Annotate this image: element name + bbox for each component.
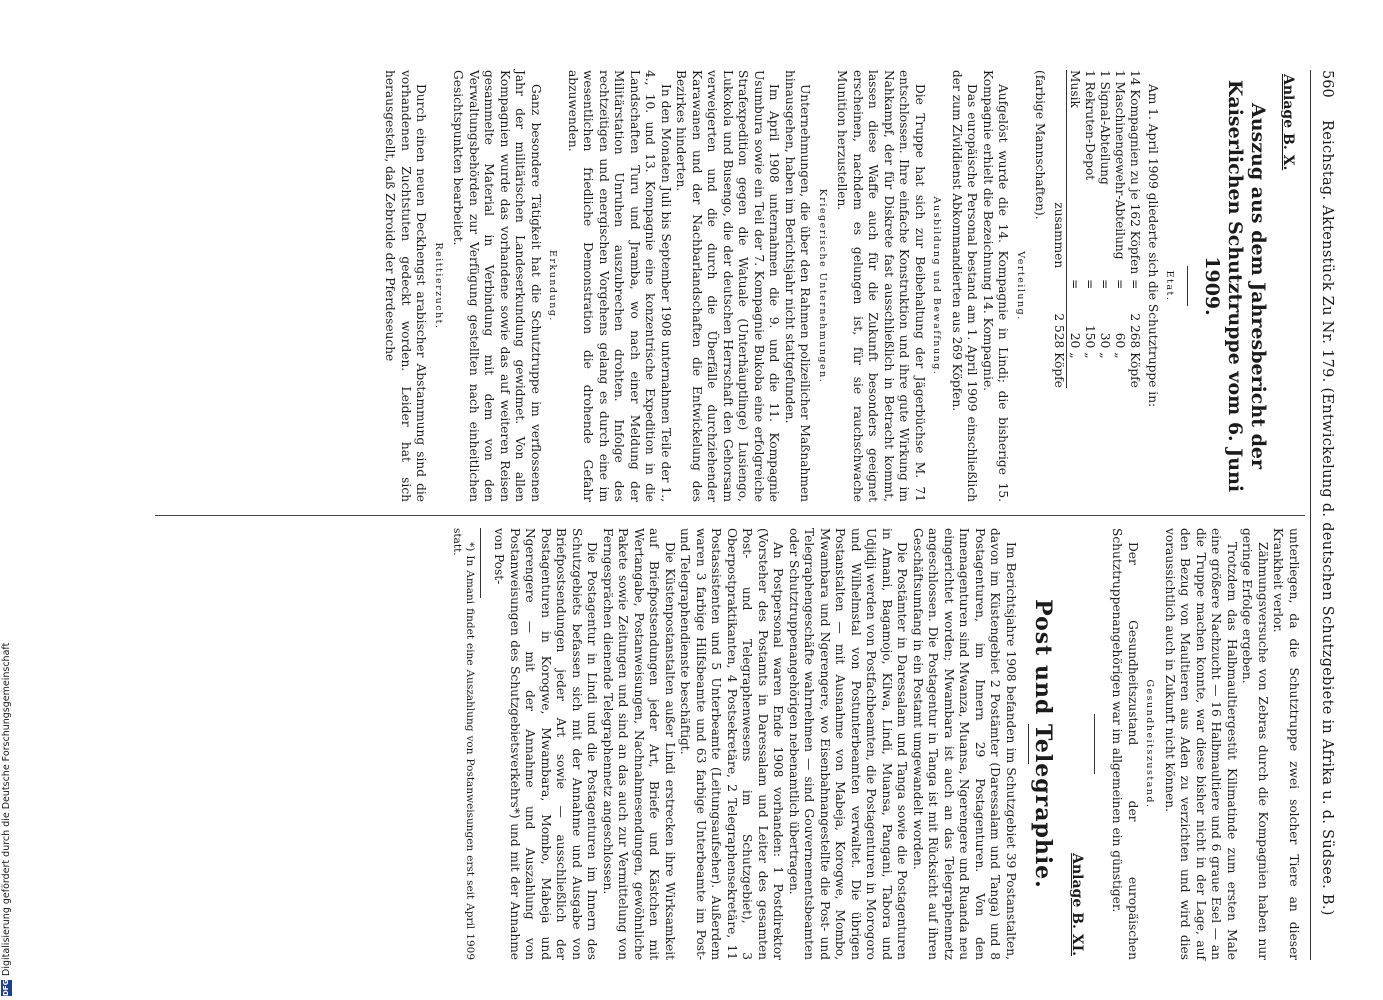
paragraph: Der Gesundheitszustand der europäischen Schutztruppenangehörigen war im allgemeinen ein günstiger. — [1110, 528, 1140, 960]
paragraph: In den Monaten Juli bis September 1908 unternahmen Teile der 1., 4., 10. und 13. Kompagnie eine konzentrische Expedition in die Landschaften Turu und Jramba, wo nach einer Meldung der Militärstation Unruhen auszubrechen drohten. Infolge des rechtzeitigen und energischen Vorgehens gelang es durch eine im wesentlichen friedliche Demonstration die drohende Gefahr abzuwenden. — [566, 70, 673, 502]
title-rule — [1188, 266, 1189, 306]
section-title: Post und Telegraphie. — [1030, 599, 1057, 889]
digitization-credit — [1, 0, 15, 1000]
paragraph: Durch einen neuen Deckhengst arabischer Abstammung sind die vorhandenen Zuchtstuten gedeckt worden. Leider hat sich herausgestellt, daß Zebroide der Pferdeseuche — [383, 70, 429, 502]
footnote-rule — [480, 528, 481, 598]
report-title: Auszug aus dem Jahresbericht der Kaiserlichen Schutztruppe vom 6. Juni 1909. — [1201, 79, 1270, 493]
table-row: 1 Rekruten-Depot = 150 „ — [1083, 70, 1098, 359]
section-rule — [1094, 714, 1095, 774]
paragraph: Die Postagentur in Lindi und die Postagenturen im Innern des Schutzgebiets befassen sich mit der Annahme und Ausgabe von Briefpostsendungen jeder Art sowie — ausschließlich der Postagenturen in Korogwe, Mwambara, Mombo, Mabeja und Ngerengere — mit der Annahme und Auszahlung von Postanweisungen des Schutzgebietsverkehrs*) und mit der Annahme von Post- — [492, 528, 600, 960]
table-row: 14 Kompagnien zu je 162 Köpfen = 2 268 Köpfe — [1128, 70, 1143, 388]
header-title: Reichstag. Aktenstück Zu Nr. 179. (Entwickelung d. deutschen Schutzgebiete in Afrika u. d. Südsee. B.) — [1319, 120, 1335, 916]
header-rule — [1310, 70, 1311, 960]
paragraph: Die Truppe hat sich zur Beibehaltung der Jägerbüchse M. 71 entschlossen. Ihre einfache Konstruktion und ihre gute Wirkung im Nahkampf, der für Diskrete fast ausschließlich in Betracht kommt, lassen diese Waffe auch für die Zukunft besonders geeignet erscheinen, nachdem es gelungen ist, für sie rauchschwache Munition herzustellen. — [835, 70, 927, 502]
title-rule — [1028, 724, 1029, 764]
paragraph: An Postpersonal waren Ende 1908 vorhanden: 1 Postdirektor (Vorsteher des Postamts in Daressalam und Leiter des gesamten Post- und Telegraphenwesens im Schutzgebiet), 3 Oberpostpraktikanten, 4 Postsekretäre, 2 Telegraphensekretäre, 11 Postassistenten und 5 Unterbeamte (Leitungsaufseher). Außerdem waren 3 farbige Hilfsbeamte und 63 farbige Unterbeamte im Post- und Telegraphendienste beschäftigt. — [678, 528, 786, 960]
section-heading-gesundheit: Gesundheitszustand. — [1144, 679, 1156, 809]
paragraph: Am 1. April 1909 gliederte sich die Schutztruppe in: — [1146, 84, 1160, 408]
annex-label: Anlage B. XI. — [1069, 853, 1085, 956]
section-heading-etat: Etat. — [1164, 270, 1176, 302]
dfg-logo: DFG — [2, 979, 10, 996]
paragraph: Zähmungsversuche von Zebras durch die Kompagnien haben nur geringe Erfolge ergeben. — [1240, 528, 1270, 960]
paragraph: Das europäische Personal bestand am 1. April 1909 einschließlich der zum Zivildienst Abkommandierten aus 269 Köpfen. — [950, 70, 980, 502]
section-heading-erkundung: Erkundung. — [547, 250, 559, 322]
paragraph: unterliegen, da die Schutztruppe zwei solcher Tiere an dieser Krankheit verlor. — [1271, 528, 1301, 960]
paragraph: Unternehmungen, die über den Rahmen polizeilicher Maßnahmen hinausgehen, haben im Berichtsjahr nicht stattgefunden. — [783, 70, 813, 502]
credit-text: Digitalisierung gefördert durch die Deutsche Forschungsgemeinschaft — [1, 642, 12, 976]
table-total-row: zusammen 2 528 Köpfe — [1052, 70, 1068, 388]
scanned-page — [95, 70, 1335, 960]
left-column — [382, 70, 1301, 502]
paragraph: Im April 1908 unternahmen die 9. und die 11. Kompagnie Usumbura sowie ein Teil der 7. Kompagnie Bukoba eine erfolgreiche Strafexpedition gegen die Watuale (Unterhäuptlinge) Lusiengo, Lukokola und Busengo, die der deutschen Herrschaft den Gehorsam verweigerten und die durch die Überfälle durchziehender Karawanen und der Nachbarlandschaften die Entwickelung des Bezirkes hinderten. — [674, 70, 782, 502]
column-divider — [155, 515, 1305, 516]
troop-strength-table — [1052, 70, 1143, 388]
paragraph: Aufgelöst wurde die 14. Kompagnie in Lindi; die bisherige 15. Kompagnie erhielt die Bezeichnung 14. Kompagnie. — [981, 70, 1011, 502]
section-heading-verteilung: Verteilung. — [1015, 251, 1026, 321]
page-number: 560 — [1319, 70, 1335, 98]
paragraph: Die Postämter in Daressalam und Tanga sowie die Postagenturen in Amani, Bagamojo, Kilwa, Lindi, Muansa, Pangani, Tabora und Udjidji werden von Postfachbeamten, die Postagenturen in Morogoro und Wilhelmstal von Postunterbeamten verwaltet. Die übrigen Postanstalten — mit Ausnahme von Mabeja, Korogwe, Mombo, Mwambara und Ngerengere, wo Eisenbahnangestellte die Post- und Telegraphengeschäfte wahrnehmen — sind Gouvernementsbeamten oder Schutztruppenangehörigen nebenamtlich übertragen. — [787, 528, 910, 960]
table-row: 1 Signal-Abteilung = 30 „ — [1098, 70, 1113, 359]
footnote: *) In Amani findet eine Auszahlung von Postanweisungen erst seit April 1909 statt. — [451, 528, 476, 960]
paragraph: Im Berichtsjahre 1908 befanden im Schutzgebiet 39 Postanstalten, davon im Küstengebiet 2 Postämter (Daressalam und Tanga) und 8 Postagenturen, im Innern 29 Postagenturen. Von den Innenagenturen sind Mwanza, Muansa, Ngerengere und Ruanda neu eingerichtet worden; Mwambara ist auch an das Telegraphennetz angeschlossen. Die Postagentur in Tanga ist mit Rücksicht auf ihren Geschäftsumfang in ein Postamt umgewandelt worden. — [911, 528, 1018, 960]
table-row: Musik = 20 „ — [1068, 70, 1083, 359]
section-heading-reittierzucht: Reittierzucht. — [433, 242, 444, 330]
table-row: 1 Maschinengewehr-Abteilung = 60 „ — [1113, 70, 1128, 359]
paragraph: Ganz besondere Tätigkeit hat die Schutztruppe im verflossenen Jahr der militärischen Landeserkundung gewidmet. Von allen Kompagnien wurde das vorhandene sowie das auf weiteren Reisen gesammelte Material in Verbindung mit dem von den Verwaltungsbehörden zur Verfügung gestellten nach einheitlichen Gesichtspunkten bearbeitet. — [451, 70, 543, 502]
right-column — [450, 528, 1301, 960]
section-heading-ausbildung: Ausbildung und Bewaffnung. — [931, 196, 943, 376]
annex-label: Anlage B. X. — [1280, 74, 1296, 171]
paragraph: Trotzdem das Halbmaultiergestüt Kilimatinde zum ersten Male eine größere Nachzucht — 16 Halbmaultiere und 6 graue Esel — an die Truppe machen konnte, war diese bisher nicht in der Lage, auf den Bezug von Maultieren aus Aden zu verzichten und wird dies voraussichtlich auch in Zukunft nicht können. — [1163, 528, 1239, 960]
running-header — [1311, 70, 1335, 960]
paragraph: Die Küstenpostanstalten außer Lindi erstrecken ihre Wirksamkeit auf Briefpostsendungen jeder Art, Briefe und Kästchen mit Wertangabe, Postanweisungen, Nachnahmesendungen, gewöhnliche Pakete sowie Zeitungen und sind an das auch zur Vermittelung von Ferngesprächen dienende Telegraphennetz angeschlossen. — [601, 528, 677, 960]
section-heading-kriegerische: Kriegerische Unternehmungen. — [817, 188, 828, 384]
paragraph: (farbige Mannschaften). — [1033, 70, 1048, 220]
